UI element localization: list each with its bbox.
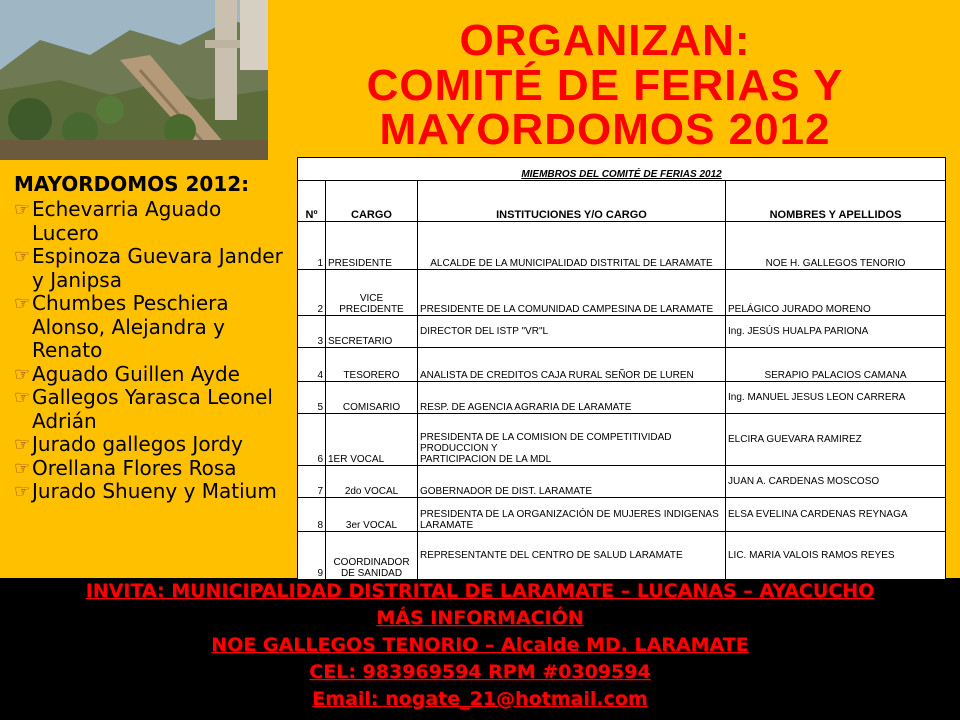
cell-institution: RESP. DE AGENCIA AGRARIA DE LARAMATE xyxy=(418,382,726,414)
column-header: Nº xyxy=(298,181,326,222)
cell-name: JUAN A. CARDENAS MOSCOSO xyxy=(726,466,946,498)
pointing-hand-icon: ☞ xyxy=(14,293,31,314)
cell-cargo: COORDINADOR DE SANIDAD xyxy=(326,532,418,580)
mayordomos-heading: MAYORDOMOS 2012: xyxy=(14,172,250,196)
column-header: INSTITUCIONES Y/O CARGO xyxy=(418,181,726,222)
cell-name: LIC. MARIA VALOIS RAMOS REYES xyxy=(726,532,946,580)
table-row xyxy=(298,414,946,466)
cell-institution: PRESIDENTA DE LA ORGANIZACIÓN DE MUJERES INDIGENAS LARAMATE xyxy=(418,498,726,532)
cell-name: ELSA EVELINA CARDENAS REYNAGA xyxy=(726,498,946,532)
footer-more-info: MÁS INFORMACIÓN xyxy=(376,607,584,629)
list-item: ☞ Chumbes Peschiera Alonso, Alejandra y Renato xyxy=(14,291,229,362)
cell-number: 4 xyxy=(298,348,326,382)
cell-institution: DIRECTOR DEL ISTP "VR"L xyxy=(418,316,726,348)
cell-number: 9 xyxy=(298,532,326,580)
cell-cargo: SECRETARIO xyxy=(326,316,418,348)
pointing-hand-icon: ☞ xyxy=(14,457,31,479)
table-row xyxy=(298,270,946,316)
table-row xyxy=(298,498,946,532)
list-item: ☞ Orellana Flores Rosa xyxy=(14,455,237,480)
column-header: CARGO xyxy=(326,181,418,222)
list-item: ☞ Echevarria Aguado Lucero xyxy=(14,197,222,245)
committee-table xyxy=(297,157,946,580)
list-item: ☞ Gallegos Yarasca Leonel Adrián xyxy=(14,385,273,433)
footer-contact-name: NOE GALLEGOS TENORIO – Alcalde MD. LARAMATE xyxy=(211,634,749,656)
cell-number: 6 xyxy=(298,414,326,466)
pointing-hand-icon: ☞ xyxy=(14,434,31,455)
cell-name: Ing. MANUEL JESUS LEON CARRERA xyxy=(726,382,946,414)
institution-line: PARTICIPACION DE LA MDL xyxy=(420,454,552,465)
table-row xyxy=(298,532,946,580)
cell-institution: REPRESENTANTE DEL CENTRO DE SALUD LARAMATE xyxy=(418,532,726,580)
pointing-hand-icon: ☞ xyxy=(14,481,31,502)
column-header: NOMBRES Y APELLIDOS xyxy=(726,181,946,222)
footer-info xyxy=(0,578,960,720)
title-line-1: ORGANIZAN: xyxy=(459,16,751,65)
cell-number: 8 xyxy=(298,498,326,532)
table-caption: MIEMBROS DEL COMITÉ DE FERIAS 2012 xyxy=(298,158,946,181)
cell-number: 3 xyxy=(298,316,326,348)
cell-cargo: 3er VOCAL xyxy=(326,498,418,532)
mayordomos-list xyxy=(14,172,286,504)
footer-phone: CEL: 983969594 RPM #0309594 xyxy=(309,661,651,683)
list-item: ☞ Jurado gallegos Jordy xyxy=(14,432,243,456)
table-row xyxy=(298,382,946,414)
pointing-hand-icon: ☞ xyxy=(14,246,31,267)
cell-name: SERAPIO PALACIOS CAMANA xyxy=(726,348,946,382)
cell-number: 1 xyxy=(298,222,326,270)
list-item: ☞ Jurado Shueny y Matium xyxy=(14,479,277,503)
page-title xyxy=(300,18,910,152)
cell-cargo: VICE PRECIDENTE xyxy=(326,270,418,316)
cell-name: Ing. JESÚS HUALPA PARIONA xyxy=(726,316,946,348)
list-item: ☞ Espinoza Guevara Jander y Janipsa xyxy=(14,244,283,292)
list-item: ☞ Aguado Guillen Ayde xyxy=(14,361,240,386)
cell-name: ELCIRA GUEVARA RAMIREZ xyxy=(726,414,946,466)
cell-cargo: PRESIDENTE xyxy=(326,222,418,270)
title-line-2: COMITÉ DE FERIAS Y xyxy=(366,61,844,110)
cell-name: NOE H. GALLEGOS TENORIO xyxy=(726,222,946,270)
cell-cargo: 1ER VOCAL xyxy=(326,414,418,466)
footer-email: Email: nogate_21@hotmail.com xyxy=(312,688,648,710)
cell-institution: ALCALDE DE LA MUNICIPALIDAD DISTRITAL DE LARAMATE xyxy=(418,222,726,270)
cell-name: PELÁGICO JURADO MORENO xyxy=(726,270,946,316)
table-row xyxy=(298,348,946,382)
cell-cargo: COMISARIO xyxy=(326,382,418,414)
pointing-hand-icon: ☞ xyxy=(14,387,31,408)
cell-number: 7 xyxy=(298,466,326,498)
cell-institution: GOBERNADOR DE DIST. LARAMATE xyxy=(418,466,726,498)
table-row xyxy=(298,222,946,270)
cell-cargo: 2do VOCAL xyxy=(326,466,418,498)
cell-institution: ANALISTA DE CREDITOS CAJA RURAL SEÑOR DE LUREN xyxy=(418,348,726,382)
table-row xyxy=(298,466,946,498)
table-row xyxy=(298,316,946,348)
cell-cargo: TESORERO xyxy=(326,348,418,382)
cell-number: 2 xyxy=(298,270,326,316)
footer-invite: INVITA: MUNICIPALIDAD DISTRITAL DE LARAMATE – LUCANAS – AYACUCHO xyxy=(85,580,875,602)
title-line-3: MAYORDOMOS 2012 xyxy=(379,105,831,154)
cell-institution: PRESIDENTE DE LA COMUNIDAD CAMPESINA DE LARAMATE xyxy=(418,270,726,316)
landscape-photo xyxy=(0,0,268,160)
pointing-hand-icon: ☞ xyxy=(14,199,31,220)
cell-number: 5 xyxy=(298,382,326,414)
cell-institution xyxy=(418,414,726,466)
institution-line: PRESIDENTA DE LA COMISION DE COMPETITIVIDAD PRODUCCION Y xyxy=(420,432,672,454)
pointing-hand-icon: ☞ xyxy=(14,363,31,385)
